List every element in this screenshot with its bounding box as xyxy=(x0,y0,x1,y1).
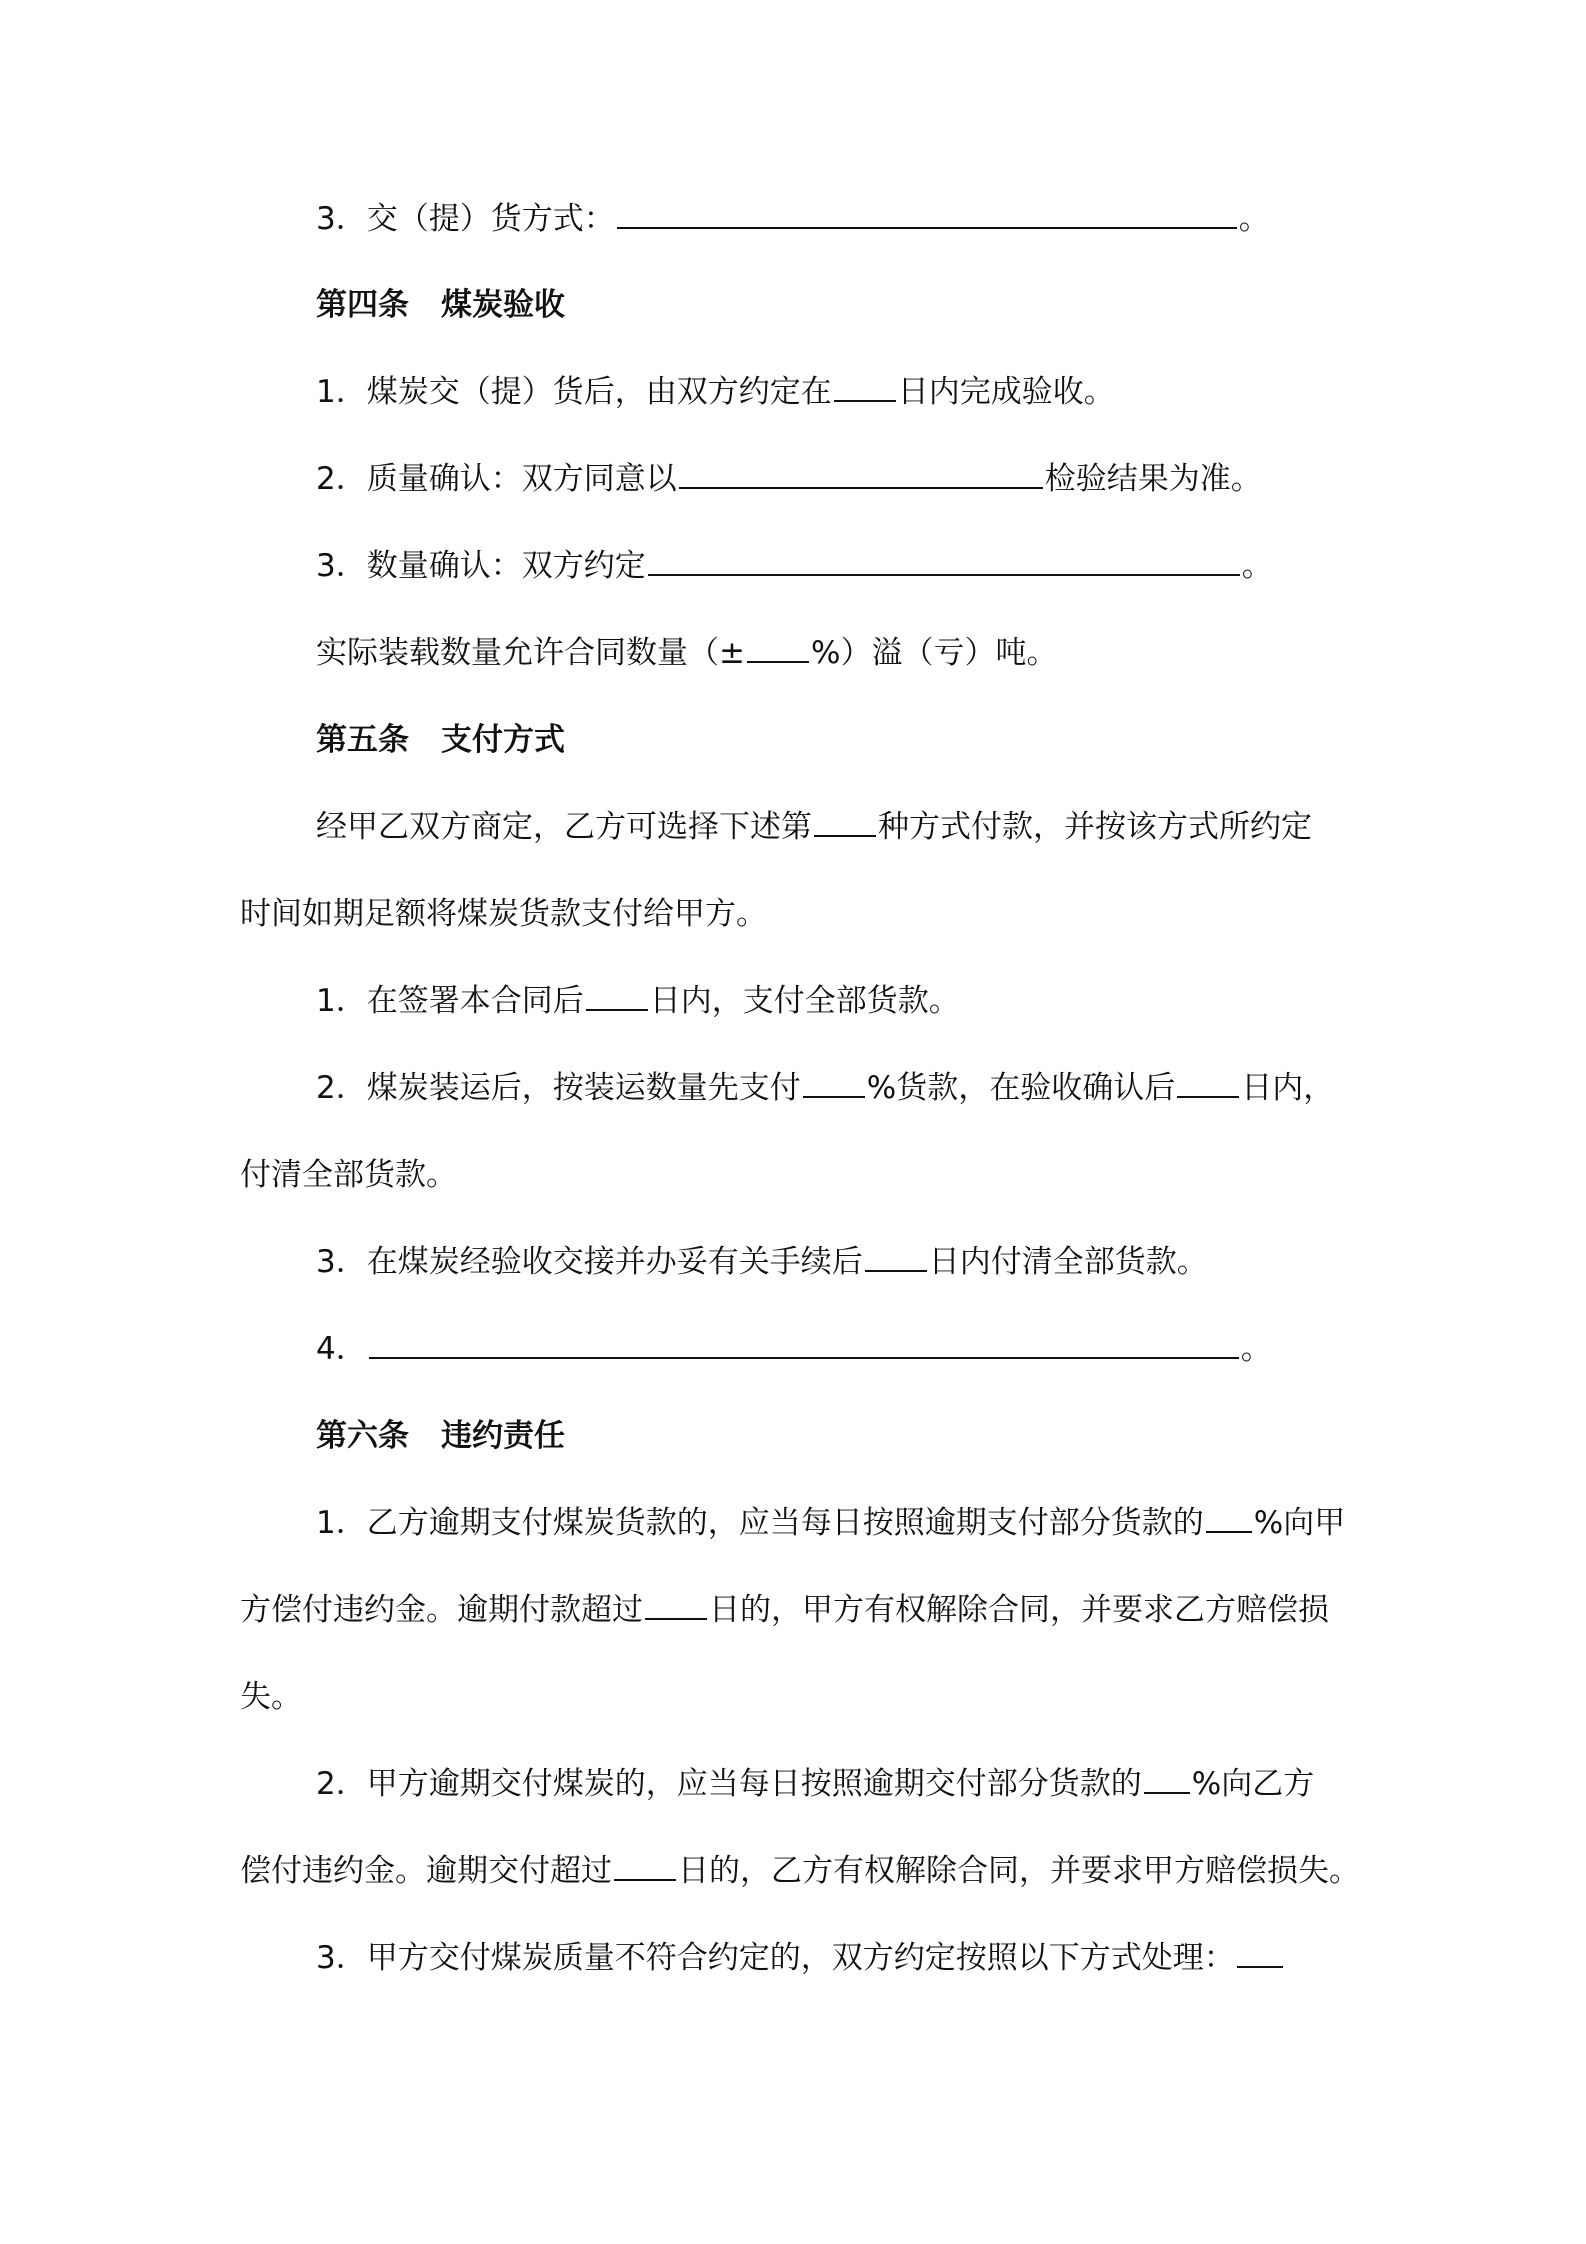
article5-item2-line2 xyxy=(240,1145,1350,1205)
article4-item2-text-b: 检验结果为准。 xyxy=(1044,461,1262,497)
article5-item1 xyxy=(240,971,1350,1031)
tolerance-percent-blank[interactable] xyxy=(747,623,809,663)
tolerance-text-a: 实际装载数量允许合同数量（± xyxy=(316,635,745,671)
article6-item2-text-b: %向乙方 xyxy=(1191,1766,1315,1802)
article6-item2-text-c: 偿付违约金。逾期交付超过 xyxy=(240,1853,612,1889)
article5-heading xyxy=(240,710,1350,770)
article4-number: 第四条 xyxy=(316,287,409,323)
article5-item1-text-b: 日内，支付全部货款。 xyxy=(649,983,960,1019)
quality-inspector-blank[interactable] xyxy=(679,449,1043,489)
balance-days-blank[interactable] xyxy=(1177,1058,1239,1098)
article5-intro-text-b: 种方式付款，并按该方式所约定 xyxy=(878,809,1312,845)
article4-title: 煤炭验收 xyxy=(441,287,565,323)
buyer-overdue-days-blank[interactable] xyxy=(645,1580,707,1620)
article5-item4 xyxy=(240,1319,1350,1379)
article5-item2-text-a: 2．煤炭装运后，按装运数量先支付 xyxy=(316,1070,801,1106)
article5-item3 xyxy=(240,1232,1350,1292)
payment-method-blank[interactable] xyxy=(814,797,876,837)
article5-intro-text-a: 经甲乙双方商定，乙方可选择下述第 xyxy=(316,809,812,845)
other-payment-blank[interactable] xyxy=(369,1319,1239,1359)
article5-item2-text-d: 付清全部货款。 xyxy=(240,1157,457,1193)
article4-item1 xyxy=(240,362,1350,422)
article6-title: 违约责任 xyxy=(441,1418,565,1454)
article6-item1-line2 xyxy=(240,1580,1350,1640)
buyer-penalty-percent-blank[interactable] xyxy=(1206,1493,1252,1533)
article4-item3-period: 。 xyxy=(1241,548,1273,584)
article6-heading xyxy=(240,1406,1350,1466)
article5-item2-text-b: %货款，在验收确认后 xyxy=(866,1070,1176,1106)
article5-number: 第五条 xyxy=(316,722,409,758)
article6-item1-text-d: 日的，甲方有权解除合同，并要求乙方赔偿损 xyxy=(709,1592,1329,1628)
article6-number: 第六条 xyxy=(316,1418,409,1454)
article5-item2-text-c: 日内， xyxy=(1241,1070,1335,1106)
delivery-method-period: 。 xyxy=(1238,201,1270,237)
article5-item4-number: 4． xyxy=(316,1331,367,1367)
article6-item2-line2 xyxy=(240,1841,1360,1901)
article6-item1-text-b: %向甲 xyxy=(1253,1505,1346,1541)
advance-percent-blank[interactable] xyxy=(803,1058,865,1098)
article4-item3 xyxy=(240,536,1350,596)
quality-remedy-blank[interactable] xyxy=(1237,1928,1283,1968)
article4-item1-text-a: 1．煤炭交（提）货后，由双方约定在 xyxy=(316,374,832,410)
delivery-method-line xyxy=(240,189,1350,249)
article6-item2-text-d: 日的，乙方有权解除合同，并要求甲方赔偿损失。 xyxy=(678,1853,1360,1889)
article5-item4-period: 。 xyxy=(1240,1331,1272,1367)
article4-item2 xyxy=(240,449,1350,509)
article6-item3 xyxy=(240,1928,1350,1988)
article5-item3-text-a: 3．在煤炭经验收交接并办妥有关手续后 xyxy=(316,1244,863,1280)
article4-item3-text-a: 3．数量确认：双方约定 xyxy=(316,548,646,584)
full-payment-days-blank[interactable] xyxy=(586,971,648,1011)
article5-item2 xyxy=(240,1058,1350,1118)
article6-item3-text-a: 3．甲方交付煤炭质量不符合约定的，双方约定按照以下方式处理： xyxy=(316,1940,1235,1976)
seller-overdue-days-blank[interactable] xyxy=(614,1841,676,1881)
article6-item2 xyxy=(240,1754,1350,1814)
tolerance-text-b: %）溢（亏）吨。 xyxy=(810,635,1058,671)
delivery-method-label: 3．交（提）货方式： xyxy=(316,201,615,237)
article6-item1-text-a: 1．乙方逾期支付煤炭货款的，应当每日按照逾期支付部分货款的 xyxy=(316,1505,1204,1541)
article5-title: 支付方式 xyxy=(441,722,565,758)
article6-item1 xyxy=(240,1493,1350,1553)
article6-item1-text-c: 方偿付违约金。逾期付款超过 xyxy=(240,1592,643,1628)
article6-item1-text-e: 失。 xyxy=(240,1679,302,1715)
article4-item1-text-b: 日内完成验收。 xyxy=(897,374,1115,410)
article5-item1-text-a: 1．在签署本合同后 xyxy=(316,983,584,1019)
article6-item2-text-a: 2．甲方逾期交付煤炭的，应当每日按照逾期交付部分货款的 xyxy=(316,1766,1142,1802)
article6-item1-line3 xyxy=(240,1667,1350,1727)
article5-intro-text-c: 时间如期足额将煤炭货款支付给甲方。 xyxy=(240,896,767,932)
article4-item2-text-a: 2．质量确认：双方同意以 xyxy=(316,461,677,497)
article5-intro xyxy=(240,797,1350,857)
tolerance-line xyxy=(240,623,1350,683)
inspection-days-blank[interactable] xyxy=(834,362,896,402)
settlement-days-blank[interactable] xyxy=(865,1232,927,1272)
article5-item3-text-b: 日内付清全部货款。 xyxy=(928,1244,1208,1280)
seller-penalty-percent-blank[interactable] xyxy=(1144,1754,1190,1794)
article5-intro-line2 xyxy=(240,884,1350,944)
quantity-agreement-blank[interactable] xyxy=(648,536,1240,576)
article4-heading xyxy=(240,275,1350,335)
delivery-method-blank[interactable] xyxy=(617,189,1237,229)
